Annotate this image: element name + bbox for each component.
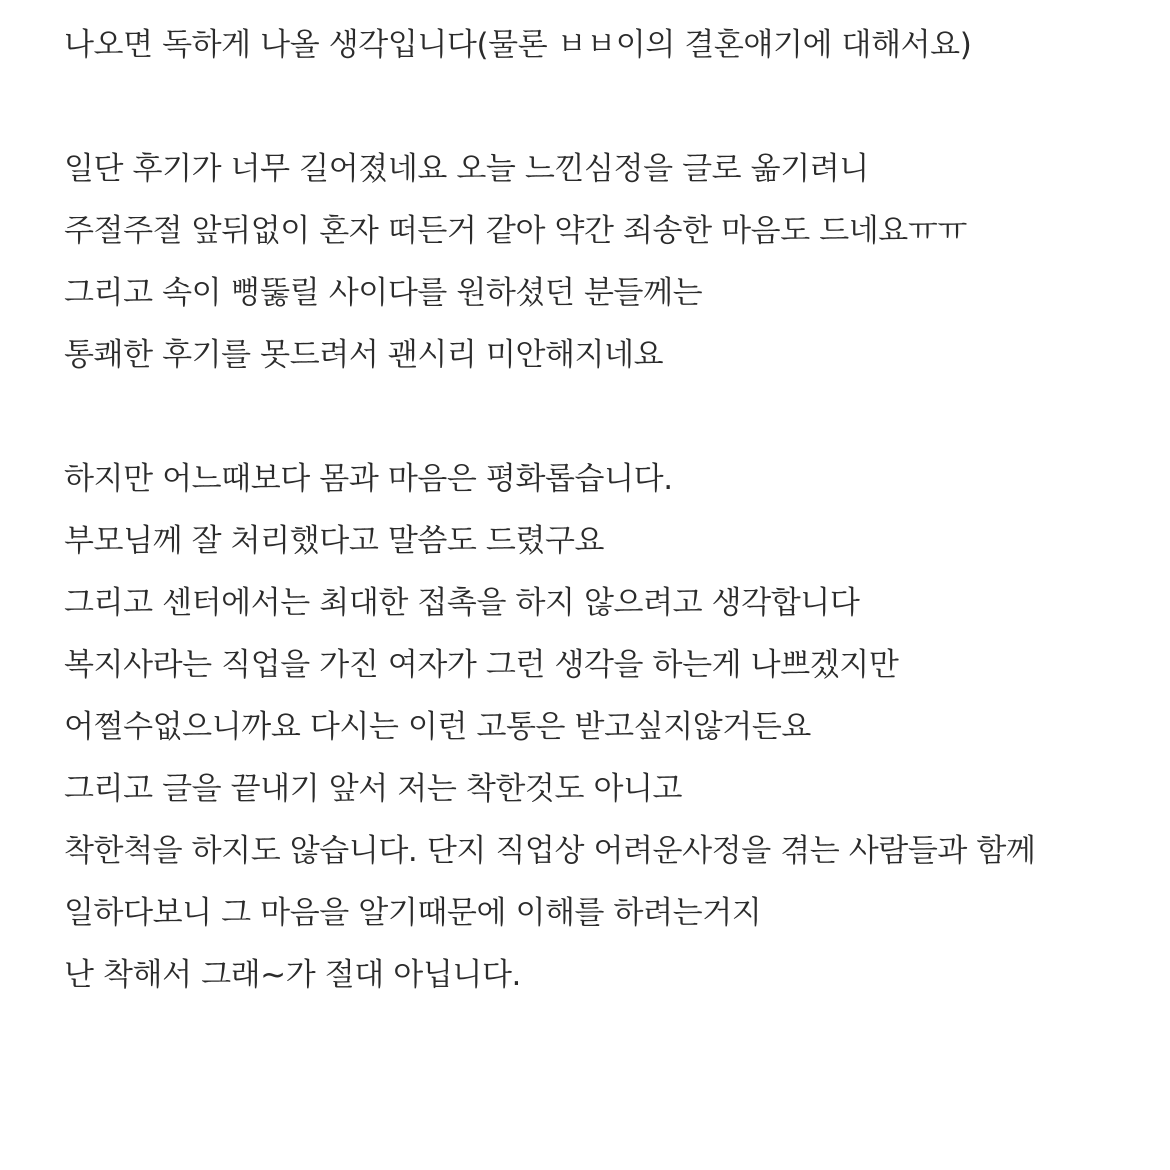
text-line: 통쾌한 후기를 못드려서 괜시리 미안해지네요 (64, 337, 664, 373)
paragraph-1 (64, 14, 1154, 76)
paragraph-2 (64, 138, 1154, 386)
text-line: 그리고 센터에서는 최대한 접촉을 하지 않으려고 생각합니다 (64, 585, 860, 621)
text-line: 일하다보니 그 마음을 알기때문에 이해를 하려는거지 (64, 895, 762, 931)
text-line: 주절주절 앞뒤없이 혼자 떠든거 같아 약간 죄송한 마음도 드네요ㅠㅠ (64, 213, 967, 249)
text-line: 착한척을 하지도 않습니다. 단지 직업상 어려운사정을 겪는 사람들과 함께 (64, 833, 1036, 869)
text-line: 하지만 어느때보다 몸과 마음은 평화롭습니다. (64, 461, 673, 497)
text-line: 어쩔수없으니까요 다시는 이런 고통은 받고싶지않거든요 (64, 709, 811, 745)
text-line: 그리고 글을 끝내기 앞서 저는 착한것도 아니고 (64, 771, 683, 807)
text-line: 나오면 독하게 나올 생각입니다(물론 ㅂㅂ이의 결혼얘기에 대해서요) (64, 27, 972, 63)
text-line: 부모님께 잘 처리했다고 말씀도 드렸구요 (64, 523, 605, 559)
text-line: 복지사라는 직업을 가진 여자가 그런 생각을 하는게 나쁘겠지만 (64, 647, 899, 683)
paragraph-gap (64, 76, 1154, 138)
paragraph-gap (64, 386, 1154, 448)
text-line: 그리고 속이 뻥뚫릴 사이다를 원하셨던 분들께는 (64, 275, 703, 311)
text-line: 일단 후기가 너무 길어졌네요 오늘 느낀심정을 글로 옮기려니 (64, 151, 869, 187)
paragraph-3 (64, 448, 1154, 1006)
article-body (64, 14, 1154, 1006)
text-line: 난 착해서 그래~가 절대 아닙니다. (64, 957, 521, 993)
